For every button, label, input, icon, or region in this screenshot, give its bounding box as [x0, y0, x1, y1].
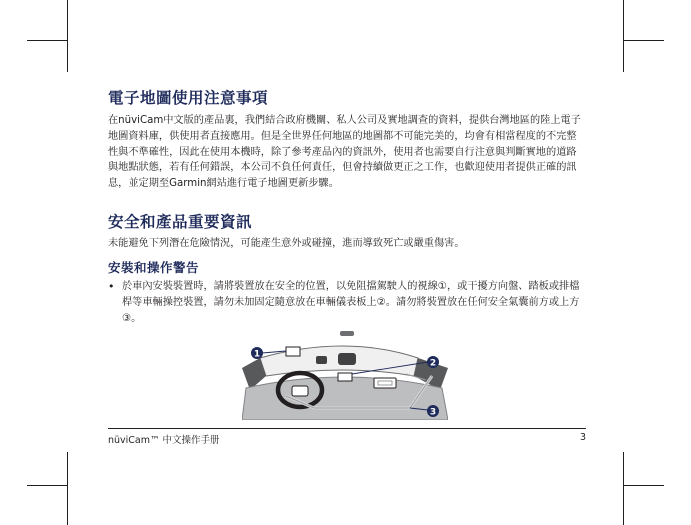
crop-mark — [624, 40, 664, 41]
crop-mark — [67, 0, 68, 72]
crop-mark — [67, 452, 68, 525]
crop-mark — [27, 40, 67, 41]
callout-2-label: 2 — [429, 358, 437, 369]
section-title-map-notice: 電子地圖使用注意事項 — [108, 89, 269, 107]
crop-mark — [27, 485, 67, 486]
map-notice-paragraph: 在nüviCam中文版的產品裏，我們結合政府機關、私人公司及實地調查的資料，提供台灣地區的陸上電子地圖資料庫，供使用者直接應用。但是全世界任何地區的地圖都不可能完美的，均會有相當程度的不完整性與不準確性，因此在使用本機時，除了參考產品內的資訊外，使用者也需要自行注意與判斷實地的道路與地點狀態，若有任何錯誤，本公司不負任何責任，但會持續做更正之工作，也歡迎使用者提供正確的訊息，並定期至Garmin網站進行電子地圖更新步驟。 — [108, 115, 581, 190]
warning-list-item — [108, 279, 588, 326]
warning-list-text: 於車內安裝裝置時，請將裝置放在安全的位置，以免阻擋駕駛人的視線①，或干擾方向盤、踏板或排檔桿等車輛操控裝置，請勿未加固定隨意放在車輛儀表板上②。請勿將裝置放在任何安全氣囊前方或上方③。 — [122, 281, 580, 324]
safety-warning-paragraph: 未能避免下列潛在危險情況，可能產生意外或碰撞，進而導致死亡或嚴重傷害。 — [108, 238, 465, 249]
subsection-title-installation-warnings: 安裝和操作警告 — [108, 260, 200, 275]
section-title-safety-info: 安全和產品重要資訊 — [108, 213, 253, 231]
footer-manual-title: nüviCam™ 中文操作手册 — [108, 435, 220, 446]
callout-1-label: 1 — [253, 349, 261, 360]
crop-mark — [623, 452, 624, 525]
page-number: 3 — [579, 432, 586, 443]
crop-mark — [624, 485, 664, 486]
dashboard-illustration — [242, 328, 448, 420]
callout-3-label: 3 — [429, 407, 437, 418]
bullet-icon: • — [108, 280, 115, 293]
crop-mark — [623, 0, 624, 72]
footer-divider — [108, 428, 586, 429]
